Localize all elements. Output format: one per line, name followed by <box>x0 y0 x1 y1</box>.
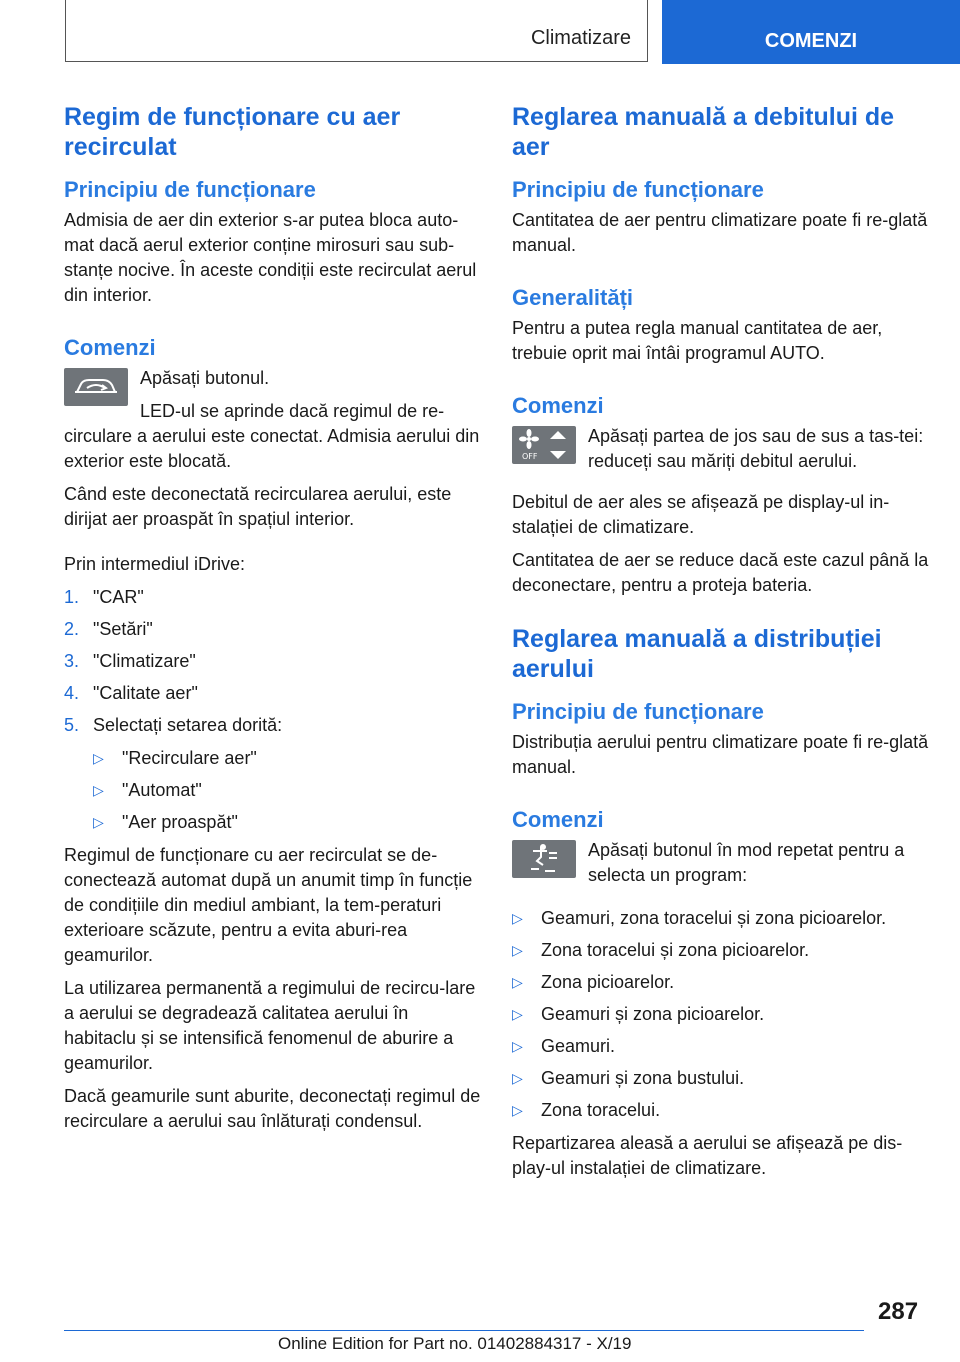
off-label: OFF <box>522 452 538 461</box>
recirculation-control <box>64 366 484 474</box>
left-column <box>64 102 484 1142</box>
triangle-bullet-icon: ▷ <box>512 942 523 958</box>
setting-options <box>64 746 484 835</box>
list-item <box>64 585 484 610</box>
recirculation-icon <box>64 368 128 406</box>
press-button-text: Apăsați butonul. <box>140 368 270 388</box>
footer-edition: Online Edition for Part no. 01402884317 - X/19 <box>278 1334 632 1353</box>
air-flow-heading: Reglarea manuală a debitului de aer <box>512 103 895 161</box>
section-tab <box>65 0 648 62</box>
fan-control <box>512 424 932 474</box>
list-item <box>512 938 932 963</box>
air-distribution-icon <box>512 840 576 878</box>
page-header <box>0 0 960 66</box>
triangle-bullet-icon: ▷ <box>512 910 523 926</box>
flow-press-text: Apăsați partea de jos sau de sus a tas‐tei: reduceți sau măriți debitul aerului. <box>588 426 924 471</box>
general-heading: Generalități <box>512 285 634 310</box>
triangle-bullet-icon: ▷ <box>512 1038 523 1054</box>
triangle-bullet-icon: ▷ <box>93 750 104 766</box>
triangle-bullet-icon: ▷ <box>512 974 523 990</box>
principle-text: Admisia de aer din exterior s-ar putea bloca auto‐mat dacă aerul exterior conține mirosuri sau sub‐stanțe nocive. În aceste condiții este recirculat aerul din interior. <box>64 210 477 305</box>
dist-principle-text: Distribuția aerului pentru climatizare poate fi re‐glată manual. <box>512 732 929 777</box>
program-text: Zona toracelui. <box>541 1100 661 1120</box>
list-item <box>64 617 484 642</box>
step-text: "Calitate aer" <box>93 683 198 703</box>
idrive-intro: Prin intermediul iDrive: <box>64 554 246 574</box>
recirculation-heading: Regim de funcționare cu aer recirculat <box>64 103 401 161</box>
program-text: Geamuri. <box>541 1036 616 1056</box>
controls-heading: Comenzi <box>64 335 156 360</box>
off-text: Când este deconectată recircularea aerului, este dirijat aer proaspăt în spațiul interior. <box>64 484 452 529</box>
distribution-control <box>512 838 932 888</box>
chapter-tab <box>662 0 960 64</box>
page-number: 287 <box>878 1298 919 1325</box>
step-text: "Climatizare" <box>93 651 196 671</box>
list-item <box>512 1034 932 1059</box>
auto-off-text: Regimul de funcționare cu aer recirculat se de‐conectează automat după un anumit timp în funcție de condițiile din mediul ambiant, la tem‐peraturi exterioare scăzute, pentru a evita aburi‐rea geamurilor. <box>64 845 473 965</box>
list-item <box>512 970 932 995</box>
flow-principle-heading: Principiu de funcționare <box>512 177 764 202</box>
step-number: 3. <box>64 651 80 671</box>
dist-display-text: Repartizarea aleasă a aerului se afișează pe dis‐play-ul instalației de climatizare. <box>512 1133 903 1178</box>
step-text: "CAR" <box>93 587 144 607</box>
permanent-use-text: La utilizarea permanentă a regimului de recircu‐lare a aerului se degradează calitatea aerului în habitaclu și se intensifică fenomenul de aburire a geamurilor. <box>64 978 476 1073</box>
flow-principle-text: Cantitatea de aer pentru climatizare poate fi re‐glată manual. <box>512 210 928 255</box>
fogged-windows-text: Dacă geamurile sunt aburite, deconectați regimul de recirculare a aerului sau înlăturați condensul. <box>64 1086 481 1131</box>
step-number: 4. <box>64 683 80 703</box>
list-item <box>93 810 484 835</box>
step-number: 2. <box>64 619 80 639</box>
flow-battery-text: Cantitatea de aer se reduce dacă este cazul până la deconectare, pentru a proteja bateria. <box>512 550 929 595</box>
step-number: 5. <box>64 715 80 735</box>
led-text: LED-ul se aprinde dacă regimul de re‐circulare a aerului este conectat. Admisia aerului din exterior este blocată. <box>64 401 480 471</box>
air-distribution-heading: Reglarea manuală a distribuției aerului <box>512 625 882 683</box>
program-text: Geamuri și zona bustului. <box>541 1068 745 1088</box>
program-text: Zona toracelui și zona picioarelor. <box>541 940 810 960</box>
fan-speed-icon <box>512 426 576 464</box>
list-item <box>512 906 932 931</box>
step-text: Selectați setarea dorită: <box>93 715 283 735</box>
chapter-title: COMENZI <box>764 29 858 52</box>
list-item <box>512 1098 932 1123</box>
principle-heading: Principiu de funcționare <box>64 177 316 202</box>
triangle-bullet-icon: ▷ <box>512 1006 523 1022</box>
triangle-bullet-icon: ▷ <box>93 814 104 830</box>
option-text: "Aer proaspăt" <box>122 812 238 832</box>
flow-controls-heading: Comenzi <box>512 393 604 418</box>
list-item <box>64 713 484 738</box>
list-item <box>512 1002 932 1027</box>
program-text: Geamuri și zona picioarelor. <box>541 1004 765 1024</box>
section-title: Climatizare <box>530 27 631 49</box>
dist-principle-heading: Principiu de funcționare <box>512 699 764 724</box>
idrive-steps <box>64 585 484 738</box>
list-item <box>64 649 484 674</box>
footer-divider <box>64 1330 864 1331</box>
program-text: Geamuri, zona toracelui și zona picioarelor. <box>541 908 887 928</box>
list-item <box>64 681 484 706</box>
flow-display-text: Debitul de aer ales se afișează pe display-ul in‐stalației de climatizare. <box>512 492 890 537</box>
program-text: Zona picioarelor. <box>541 972 675 992</box>
list-item <box>93 778 484 803</box>
dist-controls-heading: Comenzi <box>512 807 604 832</box>
step-text: "Setări" <box>93 619 153 639</box>
step-number: 1. <box>64 587 80 607</box>
right-column <box>512 102 932 1189</box>
triangle-bullet-icon: ▷ <box>512 1070 523 1086</box>
dist-press-text: Apăsați butonul în mod repetat pentru a selecta un program: <box>588 840 905 885</box>
general-text: Pentru a putea regla manual cantitatea de aer, trebuie oprit mai întâi programul AUTO. <box>512 318 883 363</box>
option-text: "Automat" <box>122 780 202 800</box>
distribution-programs <box>512 906 932 1123</box>
triangle-bullet-icon: ▷ <box>512 1102 523 1118</box>
list-item <box>93 746 484 771</box>
triangle-bullet-icon: ▷ <box>93 782 104 798</box>
list-item <box>512 1066 932 1091</box>
option-text: "Recirculare aer" <box>122 748 257 768</box>
